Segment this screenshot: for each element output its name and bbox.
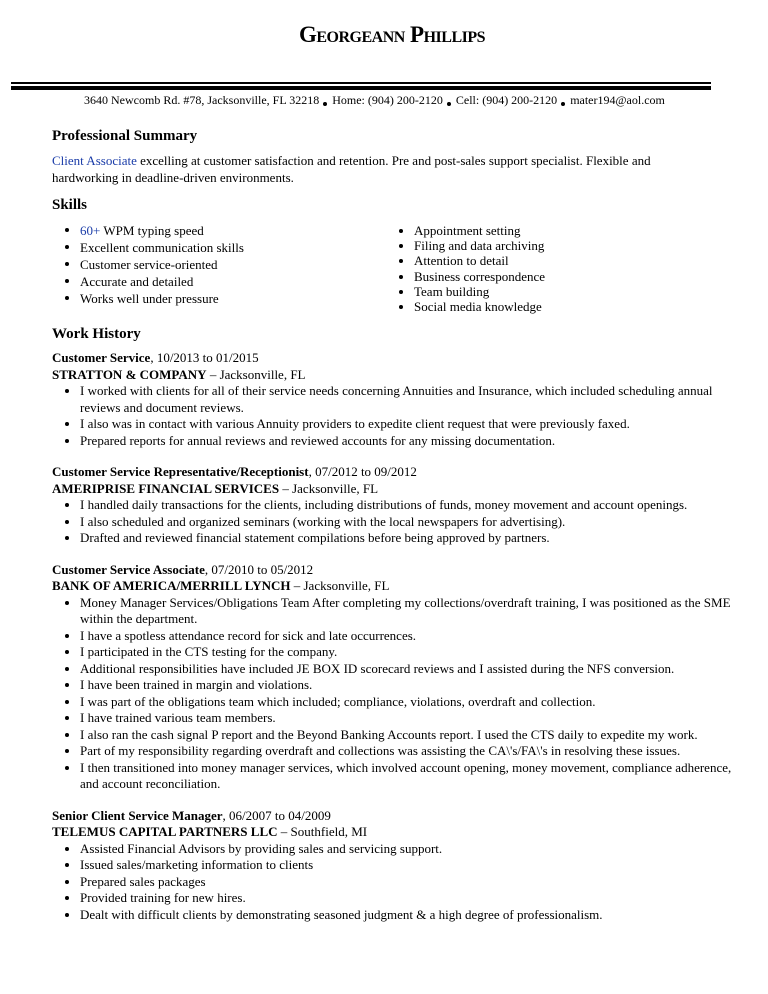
- bullet-separator-icon: [447, 102, 451, 106]
- job-bullet: Dealt with difficult clients by demonstrating seasoned judgment & a high degree of professionalism.: [52, 907, 742, 924]
- skill-item: [52, 256, 382, 273]
- job-dates: , 07/2010 to 05/2012: [204, 561, 314, 577]
- job-dates: , 06/2007 to 04/2009: [222, 807, 331, 823]
- bullet-separator-icon: [323, 102, 327, 106]
- work-history-heading: Work History: [52, 326, 141, 342]
- job-location: – Southfield, MI: [277, 824, 368, 839]
- job-bullet: I have been trained in margin and violations.: [52, 677, 742, 694]
- job-bullets: [52, 383, 742, 449]
- job-bullet: Prepared sales packages: [52, 874, 742, 891]
- job-dates: , 10/2013 to 01/2015: [150, 350, 259, 365]
- skill-item: Appointment setting: [386, 223, 716, 238]
- address: 3640 Newcomb Rd. #78, Jacksonville, FL 32218: [84, 93, 320, 107]
- job-bullet: I participated in the CTS testing for the company.: [52, 644, 742, 661]
- summary-body: excelling at customer satisfaction and retention. Pre and post-sales support specialist. Flexible and hardworking in deadline-driven environments.: [52, 153, 651, 185]
- job-bullet: Assisted Financial Advisors by providing sales and servicing support.: [52, 841, 742, 858]
- job-bullet: Drafted and reviewed financial statement compilations before being approved by partners.: [52, 530, 742, 547]
- company-name: TELEMUS CAPITAL PARTNERS LLC: [52, 824, 278, 839]
- job-bullet: I then transitioned into money manager services, which involved account opening, money movement, compliance adherence, and account reconciliation.: [52, 760, 742, 793]
- header-rule-thin: [11, 82, 711, 84]
- skill-text: Customer service-oriented: [80, 257, 218, 272]
- job-title: Customer Service: [52, 350, 151, 365]
- skill-item: Social media knowledge: [386, 299, 716, 314]
- skill-text: Works well under pressure: [80, 291, 219, 306]
- skill-text: WPM typing speed: [100, 223, 204, 238]
- job-bullets: [52, 595, 742, 793]
- skills-heading: Skills: [52, 197, 88, 213]
- job-bullets: [52, 497, 742, 547]
- summary-text: [52, 152, 712, 186]
- job-bullet: Prepared reports for annual reviews and reviewed accounts for any missing documentation.: [52, 433, 742, 450]
- candidate-name: Georgeann Phillips: [298, 22, 486, 47]
- job-title-line: [52, 562, 742, 579]
- skill-item: Team building: [386, 284, 716, 299]
- skill-item: Attention to detail: [386, 253, 716, 268]
- summary-highlight: Client Associate: [52, 153, 137, 168]
- job-title-line: [52, 350, 742, 367]
- job-company-line: [52, 367, 742, 384]
- header-rule-thick: [11, 86, 711, 90]
- job-bullet: I have trained various team members.: [52, 710, 742, 727]
- job-title-line: [52, 464, 742, 481]
- skill-item: [52, 290, 382, 307]
- skill-text: Excellent communication skills: [80, 240, 244, 255]
- job-entry: [52, 808, 742, 924]
- company-name: STRATTON & COMPANY: [52, 366, 207, 382]
- company-name: AMERIPRISE FINANCIAL SERVICES: [52, 480, 280, 496]
- company-name: BANK OF AMERICA/MERRILL LYNCH: [52, 578, 291, 593]
- job-bullet: Part of my responsibility regarding overdraft and collections was assisting the CA\'s/FA\'s in resolving these issues.: [52, 743, 742, 760]
- job-title: Customer Service Representative/Receptionist: [52, 464, 309, 479]
- job-bullet: I also scheduled and organized seminars (working with the local newspapers for advertising).: [52, 514, 742, 531]
- contact-line: [84, 93, 665, 108]
- job-bullet: I have a spotless attendance record for sick and late occurrences.: [52, 628, 742, 645]
- job-bullets: [52, 841, 742, 924]
- skill-highlight: 60+: [80, 223, 101, 238]
- job-title-line: [52, 808, 742, 825]
- job-bullet: I also ran the cash signal P report and the Beyond Banking Accounts report. I used the CTS daily to expedite my work.: [52, 727, 742, 744]
- job-bullet: Provided training for new hires.: [52, 890, 742, 907]
- job-location: – Jacksonville, FL: [206, 366, 306, 382]
- job-entry: [52, 562, 742, 793]
- skill-item: Filing and data archiving: [386, 238, 716, 253]
- job-location: – Jacksonville, FL: [290, 578, 390, 593]
- job-title: Customer Service Associate: [52, 561, 205, 577]
- job-bullet: I worked with clients for all of their service needs concerning Annuities and Insurance, which included scheduling annual reviews and document reviews.: [52, 383, 742, 416]
- bullet-separator-icon: [561, 102, 565, 106]
- job-bullet: Issued sales/marketing information to clients: [52, 857, 742, 874]
- cell-phone: Cell: (904) 200-2120: [455, 93, 558, 107]
- job-bullet: I also was in contact with various Annuity providers to expedite client request that were previously faxed.: [52, 416, 742, 433]
- job-company-line: [52, 578, 742, 595]
- job-bullet: Additional responsibilities have included JE BOX ID scorecard reviews and I assisted during the NFS conversion.: [52, 661, 742, 678]
- work-history-list: [52, 350, 742, 938]
- skill-text: Accurate and detailed: [80, 274, 194, 289]
- job-bullet: I was part of the obligations team which included; compliance, violations, overdraft and collection.: [52, 694, 742, 711]
- skill-item: [52, 273, 382, 290]
- job-bullet: I handled daily transactions for the clients, including distributions of funds, money movement and account openings.: [52, 497, 742, 514]
- skills-list-right: [386, 223, 716, 314]
- job-entry: [52, 350, 742, 449]
- email: mater194@aol.com: [570, 93, 665, 107]
- job-company-line: [52, 824, 742, 841]
- job-company-line: [52, 481, 742, 498]
- job-location: – Jacksonville, FL: [279, 480, 379, 496]
- home-phone: Home: (904) 200-2120: [332, 93, 443, 107]
- summary-heading: Professional Summary: [52, 128, 198, 144]
- job-bullet: Money Manager Services/Obligations Team After completing my collections/overdraft training, I was positioned as the SME within the department.: [52, 595, 742, 628]
- skill-item: [52, 239, 382, 256]
- job-dates: , 07/2012 to 09/2012: [308, 464, 417, 479]
- job-entry: [52, 464, 742, 547]
- skill-item: Business correspondence: [386, 269, 716, 284]
- job-title: Senior Client Service Manager: [52, 807, 223, 823]
- skill-item: [52, 222, 382, 239]
- skills-list-left: [52, 222, 382, 307]
